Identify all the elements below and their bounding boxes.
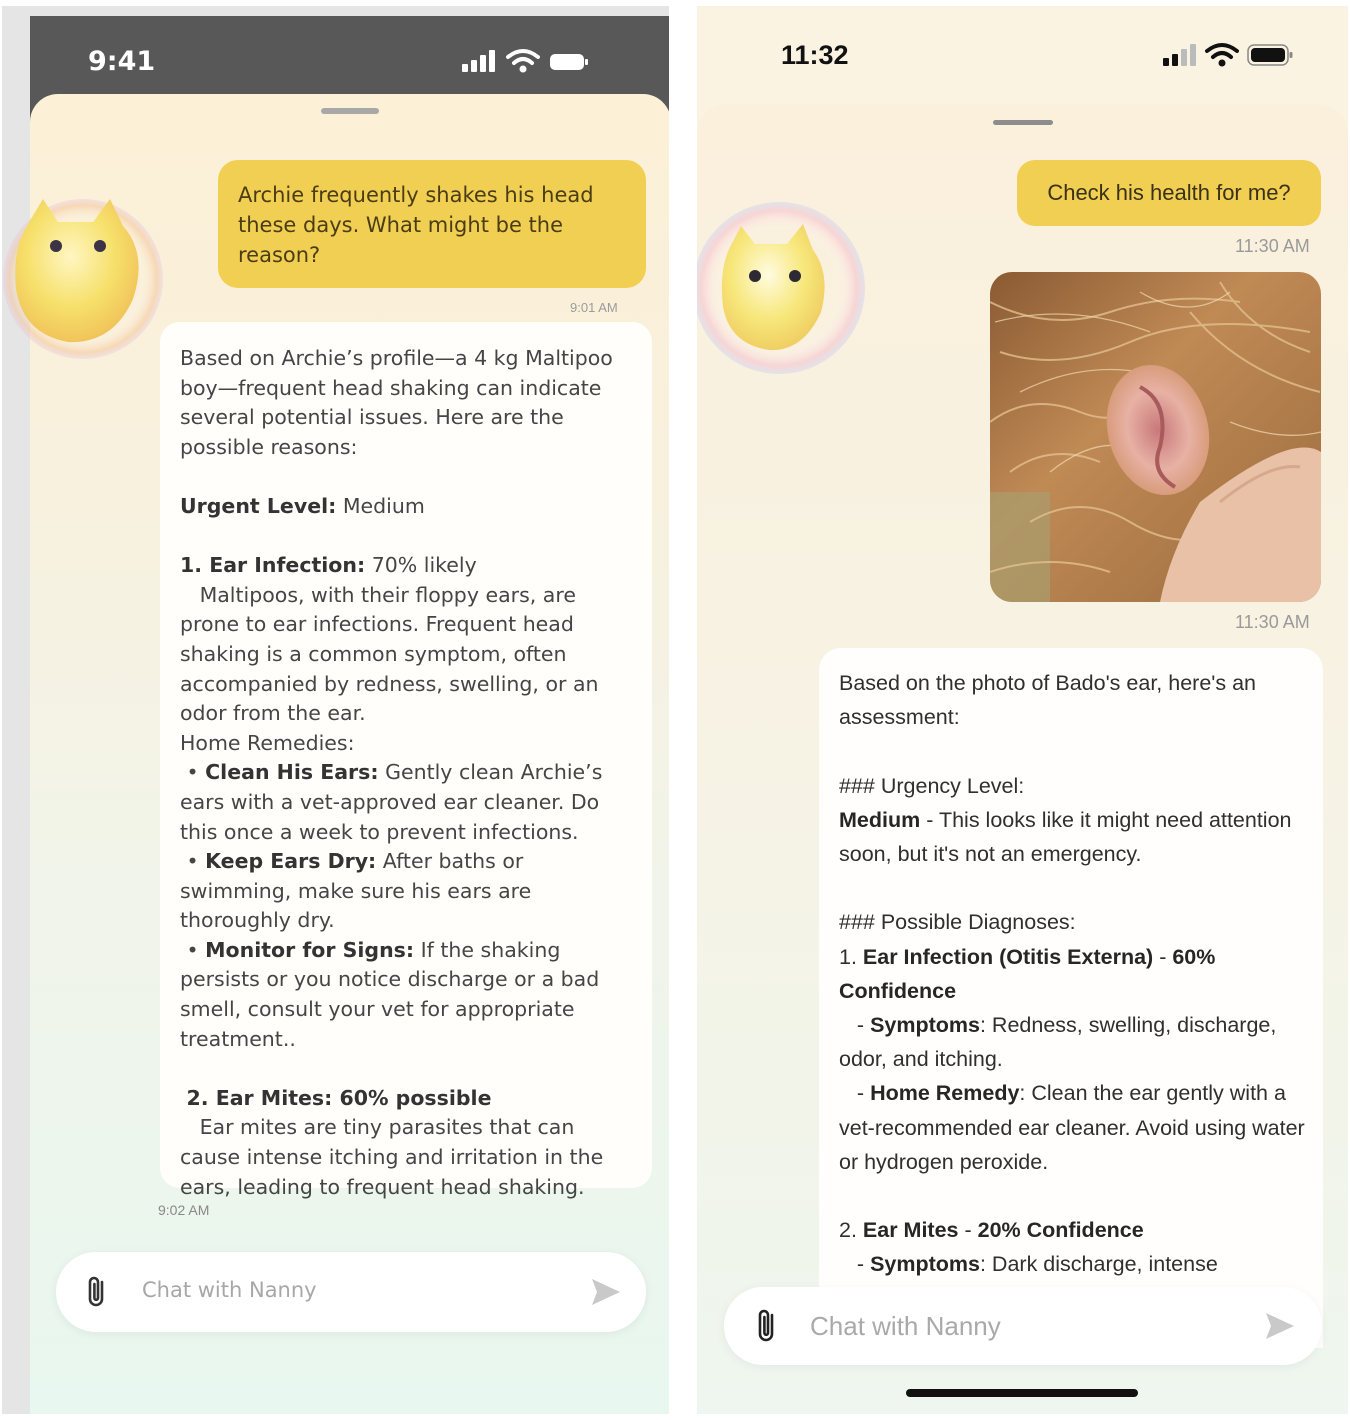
signal-icon xyxy=(1163,44,1197,66)
assistant-paragraph xyxy=(839,734,1305,768)
status-time: 9:41 xyxy=(88,46,156,77)
assistant-paragraph: Maltipoos, with their floppy ears, are prone to ear infections. Frequent head shaking is a common symptom, often accompanied by redness, swelling, or an odor from the ear. xyxy=(180,582,606,726)
signal-icon xyxy=(462,50,496,72)
remedy-title: Keep Ears Dry: xyxy=(205,849,377,874)
assistant-paragraph xyxy=(180,1084,634,1114)
assistant-message-bubble xyxy=(819,648,1323,1348)
battery-icon xyxy=(550,52,588,72)
assistant-paragraph: 1. Ear Infection: 70% likely xyxy=(180,553,477,578)
right-phone-screen xyxy=(697,6,1348,1414)
user-message-timestamp: 11:30 AM xyxy=(1235,236,1310,256)
assistant-paragraph: 1. Ear Infection (Otitis Externa) - 60% Confidence xyxy=(839,944,1222,1003)
diagnosis-confidence: 60% Confidence xyxy=(839,944,1222,1003)
sheet-handle[interactable] xyxy=(321,108,379,114)
assistant-paragraph xyxy=(180,522,634,552)
chat-input-bar[interactable] xyxy=(56,1252,646,1332)
user-message-bubble: Archie frequently shakes his head these days. What might be the reason? xyxy=(218,160,646,288)
diagnosis-title: Ear Mites xyxy=(862,1218,959,1243)
send-icon[interactable] xyxy=(1264,1310,1296,1342)
assistant-message-bubble xyxy=(160,322,652,1199)
diagnosis-title: Ear Infection (Otitis Externa) xyxy=(862,944,1154,969)
chat-input-bar[interactable] xyxy=(724,1287,1322,1365)
mascot-icon xyxy=(2,184,168,369)
urgent-level-label: Urgent Level: xyxy=(180,493,337,518)
battery-icon xyxy=(1247,44,1293,66)
assistant-paragraph xyxy=(839,871,1305,905)
assistant-paragraph: - Symptoms: Redness, swelling, discharge, odor, and itching. xyxy=(839,1013,1283,1072)
assistant-paragraph: 2. Ear Mites - 20% Confidence xyxy=(839,1218,1144,1243)
assistant-paragraph: Ear mites are tiny parasites that can cause intense itching and irritation in the ears, leading to frequent head shaking. xyxy=(180,1115,610,1199)
send-icon[interactable] xyxy=(590,1276,622,1308)
assistant-paragraph xyxy=(839,1179,1305,1213)
home-indicator[interactable] xyxy=(906,1389,1138,1397)
ear-photo-image xyxy=(990,272,1321,602)
chat-input-placeholder[interactable]: Chat with Nanny xyxy=(142,1278,317,1302)
assistant-paragraph: • Monitor for Signs: If the shaking persists or you notice discharge or a bad smell, consult your vet for appropriate treatment.. xyxy=(180,937,606,1051)
user-message-timestamp: 9:01 AM xyxy=(570,300,618,315)
field-label: Symptoms xyxy=(870,1013,980,1038)
diagnosis-title: 2. Ear Mites: 60% possible xyxy=(186,1085,492,1110)
sheet-handle[interactable] xyxy=(993,120,1053,125)
ear-photo[interactable] xyxy=(990,272,1321,602)
assistant-paragraph: Home Remedies: xyxy=(180,730,355,755)
remedy-title: Clean His Ears: xyxy=(205,760,379,785)
assistant-paragraph xyxy=(180,462,634,492)
diagnosis-confidence: 20% Confidence xyxy=(977,1218,1144,1243)
chat-input-placeholder[interactable]: Chat with Nanny xyxy=(810,1311,1001,1341)
assistant-paragraph: • Keep Ears Dry: After baths or swimming, make sure his ears are thoroughly dry. xyxy=(180,849,538,933)
left-phone-screen xyxy=(2,6,669,1414)
paperclip-icon[interactable] xyxy=(84,1274,110,1310)
assistant-paragraph: - Symptoms: Dark discharge, intense xyxy=(839,1252,1218,1277)
wifi-icon xyxy=(1205,42,1239,68)
photo-timestamp: 11:30 AM xyxy=(1235,612,1310,632)
urgency-value: Medium xyxy=(839,807,921,832)
mascot-icon xyxy=(697,184,867,396)
assistant-paragraph: - Home Remedy: Clean the ear gently with a vet-recommended ear cleaner. Avoid using water or hydrogen peroxide. xyxy=(839,1081,1311,1174)
diagnosis-title: 1. Ear Infection: xyxy=(180,553,366,578)
remedy-title: Monitor for Signs: xyxy=(205,937,415,962)
status-time: 11:32 xyxy=(781,40,849,70)
user-message-bubble: Check his health for me? xyxy=(1017,160,1321,226)
assistant-paragraph: • Clean His Ears: Gently clean Archie’s ears with a vet-approved ear cleaner. Do this once a week to prevent infections. xyxy=(180,760,609,844)
assistant-paragraph: Based on the photo of Bado's ear, here's an assessment: xyxy=(839,671,1262,730)
assistant-paragraph: ### Possible Diagnoses: xyxy=(839,910,1076,935)
assistant-paragraph: Medium - This looks like it might need attention soon, but it's not an emergency. xyxy=(839,807,1298,867)
assistant-message-timestamp: 9:02 AM xyxy=(158,1202,210,1218)
assistant-paragraph xyxy=(180,1054,634,1084)
assistant-paragraph: Based on Archie’s profile—a 4 kg Maltipoo boy—frequent head shaking can indicate several potential issues. Here are the possible reasons: xyxy=(180,346,620,459)
paperclip-icon[interactable] xyxy=(754,1307,780,1345)
assistant-paragraph: Urgent Level: Medium xyxy=(180,493,425,518)
field-label: Symptoms xyxy=(870,1252,980,1277)
assistant-paragraph: ### Urgency Level: xyxy=(839,773,1025,798)
field-label: Home Remedy xyxy=(870,1081,1020,1106)
wifi-icon xyxy=(506,48,540,74)
